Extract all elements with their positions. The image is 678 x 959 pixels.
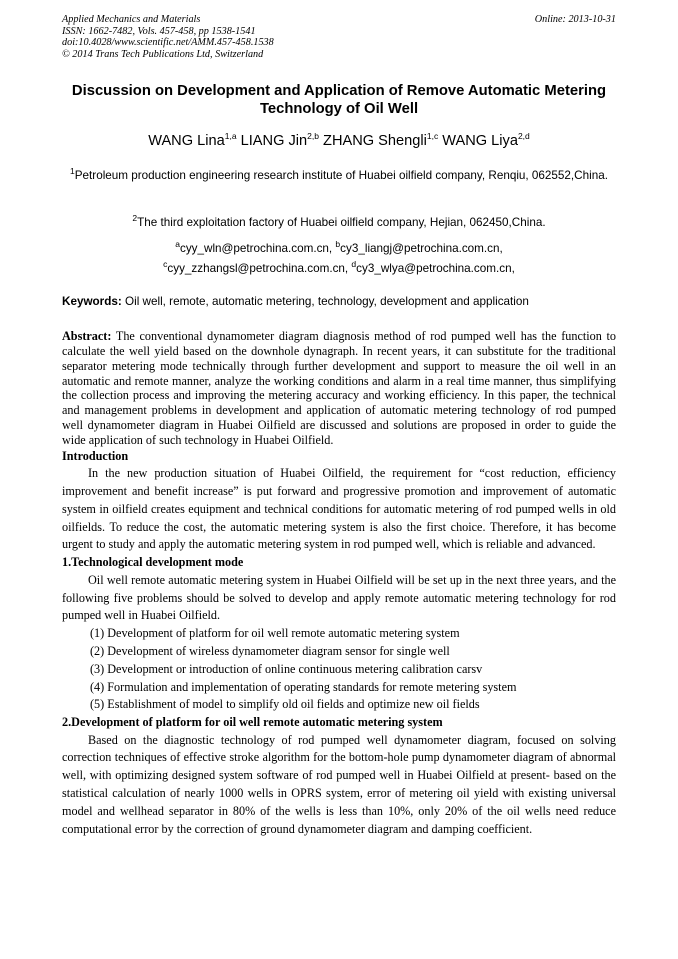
affiliation-text: Petroleum production engineering research institute of Huabei oilfield company, Renqiu, 062552,China.	[74, 169, 608, 182]
email-list	[62, 239, 616, 278]
author-sup: 2,d	[517, 131, 530, 142]
introduction-paragraph: In the new production situation of Huabei Oilfield, the requirement for “cost reduction, efficiency improvement and benefit increase” is put forward and progressive promotion and improvement of automatic system in oilfield creates equipment and technical conditions for automatic metering of rod pumped wells in old oilfields. To reduce the cost, the automatic metering system is also the first choice. Therefore, it has become urgent to study and apply the automatic metering system in rod pumped well, which is reliable and advanced.	[62, 466, 616, 552]
author-sup: 2,b	[307, 131, 319, 142]
list-item: (4) Formulation and implementation of operating standards for remote metering system	[90, 679, 517, 694]
email-sup: b	[335, 239, 341, 250]
abstract-label: Abstract:	[62, 329, 112, 343]
abstract-text: The conventional dynamometer diagram diagnosis method of rod pumped well has the function to calculate the well yield based on the downhole dynagraph. In recent years, it can substitute for the traditional separator metering mode technically through further development and support to measure the oil well in an automatic and remote manner, analyze the working conditions and alarm in a real time manner, thus simplifying the collection process and improving the metering accuracy and working efficiency. In this paper, the technical and management problems in development and application of automatic metering technology of rod pumped well dynamometer diagram in Huabei Oilfield are discussed and solutions are proposed in order to guide the wide application of such technology in Huabei Oilfield.	[62, 329, 617, 447]
affiliation-2	[62, 213, 616, 233]
problem-list	[62, 625, 616, 714]
email-address[interactable]: cyy_zzhangsl@petrochina.com.cn,	[167, 261, 349, 275]
email-sup: a	[175, 239, 180, 250]
author-list	[62, 132, 616, 150]
issn-line: ISSN: 1662-7482, Vols. 457-458, pp 1538-1541	[62, 25, 256, 37]
list-item: (1) Development of platform for oil well remote automatic metering system	[90, 626, 460, 641]
keywords-label: Keywords:	[62, 295, 122, 308]
author-sup: 1,c	[426, 131, 439, 142]
abstract	[62, 329, 616, 448]
online-date: Online: 2013-10-31	[534, 14, 616, 25]
paper-body	[62, 329, 616, 838]
section-1-heading: 1.Technological development mode	[62, 555, 244, 570]
email-address[interactable]: cy3_wlya@petrochina.com.cn,	[356, 261, 515, 275]
email-line	[62, 259, 616, 279]
email-line	[62, 239, 616, 259]
section-1-paragraph: Oil well remote automatic metering system in Huabei Oilfield will be set up in the next three years, and the following five problems should be solved to develop and apply remote automatic metering technology for rod pumped well in Huabei Oilfield.	[62, 572, 616, 623]
author-sup: 1,a	[224, 131, 237, 142]
journal-name: Applied Mechanics and Materials	[62, 14, 201, 25]
author-name: WANG Liya	[442, 133, 518, 149]
email-sup: d	[351, 258, 357, 269]
affiliation-text: The third exploitation factory of Huabei oilfield company, Hejian, 062450,China.	[137, 216, 546, 229]
email-address[interactable]: cy3_liangj@petrochina.com.cn,	[340, 242, 503, 255]
author-name: ZHANG Shengli	[323, 133, 427, 149]
keywords	[62, 294, 616, 310]
affiliation-1	[62, 166, 616, 186]
email-sup: c	[163, 258, 168, 269]
affiliation-sup: 2	[132, 213, 138, 224]
author-name: LIANG Jin	[240, 133, 308, 149]
list-item: (2) Development of wireless dynamometer diagram sensor for single well	[90, 643, 450, 658]
affiliation-sup: 1	[70, 166, 75, 177]
email-address[interactable]: cyy_wln@petrochina.com.cn,	[179, 242, 333, 255]
section-2-heading: 2.Development of platform for oil well remote automatic metering system	[62, 715, 443, 730]
section-2-paragraph: Based on the diagnostic technology of rod pumped well dynamometer diagram, focused on solving correction techniques of effective stroke algorithm for the bottom-hole pump dynamometer diagram of abnormal well, with optimizing designed system software of rod pumped well in Huabei Oilfield at present- based on the statistical calculation of nearly 1000 wells in OPRS system, error of metering oil yield with existing universal model and wellhead separator in 80% of the wells is less than 10%, only 20% of the oil wells need reduce computational error by the correction of ground dynamometer diagram and damping coefficient.	[62, 732, 616, 836]
journal-header	[62, 14, 616, 60]
author-name: WANG Lina	[148, 133, 225, 149]
list-item: (5) Establishment of model to simplify old oil fields and optimize new oil fields	[90, 697, 480, 712]
doi-line: doi:10.4028/www.scientific.net/AMM.457-458.1538	[62, 37, 274, 49]
copyright-line: © 2014 Trans Tech Publications Ltd, Switzerland	[62, 48, 264, 60]
list-item: (3) Development or introduction of online continuous metering calibration carsv	[90, 661, 483, 676]
keywords-text: Oil well, remote, automatic metering, technology, development and application	[125, 295, 529, 308]
introduction-heading: Introduction	[62, 448, 129, 463]
paper-title: Discussion on Development and Application of Remove Automatic Metering Technology of Oil Well	[71, 83, 607, 117]
